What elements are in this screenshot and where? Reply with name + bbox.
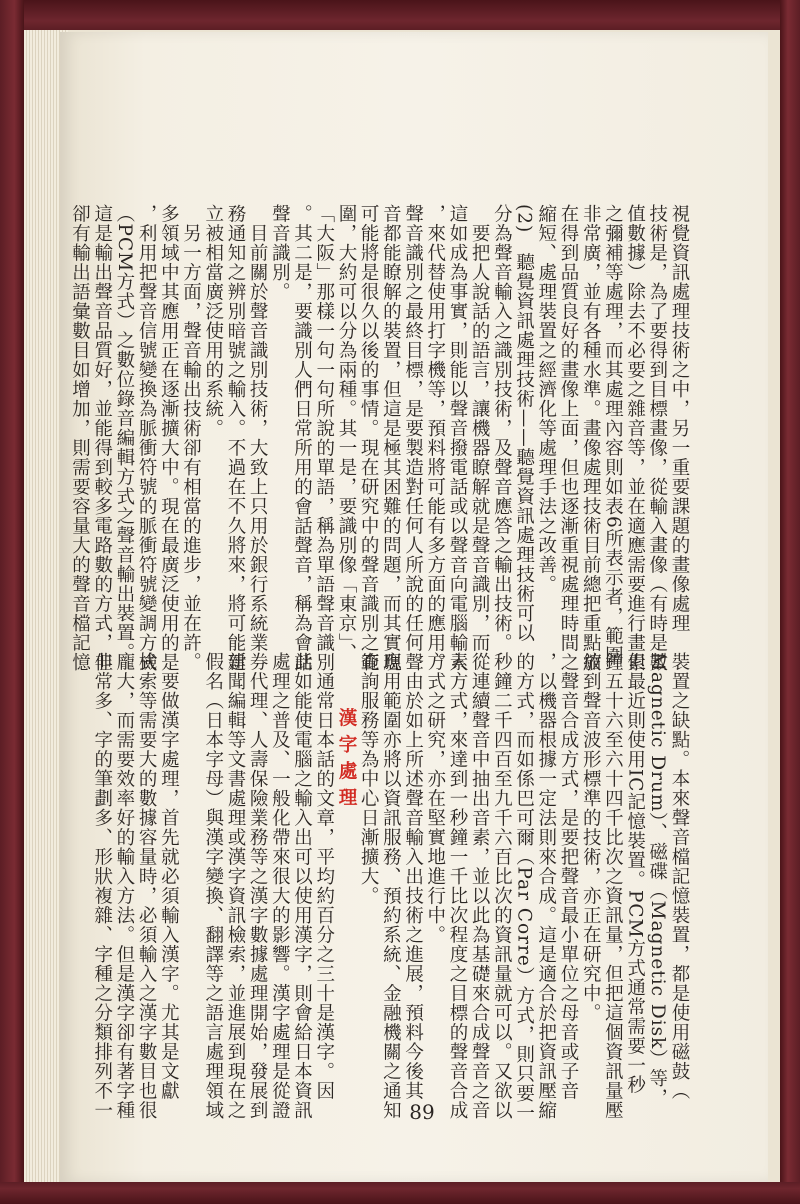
text-column: 可能將是很久以後的事情。現在研究中的聲音識別之範: [358, 204, 380, 672]
text-column: 非常廣，並有各種水準。畫像處理技術目前總把重點放: [580, 204, 602, 672]
text-column: 查詢服務等為中心日漸擴大。: [358, 652, 380, 906]
text-column: 檢索等需要大的數據容量時，必須輸入之漢字數目也很: [136, 652, 158, 1120]
text-column: 鐘五十六至六十四千比次之資訊量，但把這個資訊量壓: [602, 652, 624, 1120]
book-cover-left: [0, 0, 24, 1204]
text-column: ，來代替使用打字機等，預料將可能有多方面的應用。: [424, 204, 446, 672]
text-column: 聲音識別之最終目標，是要製造對任何人所說的任何聲: [402, 204, 424, 672]
text-column: 秒鐘二千四百至九千六百比次的資訊量就可以。又欲以: [491, 652, 513, 1120]
text-column: 之彌補等處理，而其處理內容則如表6所表示者，範圍: [602, 204, 624, 666]
book-cover-bottom: [0, 1182, 800, 1204]
text-column: 聲音合成方式，是要把聲音最小單位之母音或子音: [557, 652, 579, 1101]
book-cover-top: [0, 0, 800, 30]
text-column: 從連續聲音中抽出音素，並以此為基礎來合成聲音之音: [469, 652, 491, 1120]
text-column: (2) 聽覺資訊處理技術——聽覺資訊處理技術可以: [513, 204, 535, 643]
text-column: 聲音識別。: [269, 204, 291, 302]
text-column: 這如成為事實，則能以聲音撥電話或以聲音向電腦輸入: [446, 204, 468, 672]
text-column: 圍，大約可以分為兩種。其一是，要識別像「東京」、: [335, 204, 357, 663]
text-column: 的方式，而如係巴可爾（Par Corre）方式，則只要一: [513, 652, 535, 1123]
text-column: 這是輸出聲音品質好，並能得到較多電路數的方式，但: [91, 204, 113, 672]
text-column: 通常日本話的文章，平均約百分之三十是漢字。因: [313, 652, 335, 1101]
text-column: 處理之普及、一般化帶來很大的影響。漢字處理是從證: [269, 652, 291, 1120]
text-column: ，以機器根據一定法則來合成。這是適合於把資訊壓縮: [535, 652, 557, 1120]
text-column: 值數據）除去不必要之雜音等，並在適應需要進行畫素: [624, 204, 646, 672]
text-column: 卻有輸出語彙數目如增加，則需要容量大的聲音檔記憶: [69, 204, 91, 672]
text-column: 由於如上所述聲音輸入出技術之進展，預料今後其: [402, 652, 424, 1101]
text-column: 要把人說話的語言，讓機器瞭解就是聲音識別，而: [469, 204, 491, 653]
text-column: 多領域中其應用正在逐漸擴大中。現在最廣泛使用的是: [158, 204, 180, 672]
text-column: 方式之研究，亦在堅實地進行中。: [424, 652, 446, 945]
text-column: 立被相當廣泛使用的系統。: [202, 204, 224, 438]
text-column: Magnetic Drum）、磁碟（Magnetic Disk）等，: [646, 652, 668, 1108]
section-heading: 漢字處理: [335, 708, 357, 814]
text-column: 券代理、人壽保險業務等之漢字數據處理開始，發展到: [247, 652, 269, 1120]
text-column: 龐大，而需要效率好的輸入方法。但是漢字卻有著字種: [113, 652, 135, 1120]
text-column: 在得到品質良好的畫像上面，但也逐漸重視處理時間之: [557, 204, 579, 672]
top-text-block: [69, 204, 690, 672]
text-column: 縮短、處理裝置之經濟化等處理手法之改善。: [535, 204, 557, 594]
text-column: 新聞編輯等文書處理或漢字資訊檢索，並進展到現在之: [224, 652, 246, 1120]
text-column: 務通知之辨別暗號之輸入。不過在不久將來，將可能建: [224, 204, 246, 672]
text-column: 裝置之缺點。本來聲音檔記憶裝置，都是使用磁鼓（: [669, 652, 690, 1101]
text-column: 此如能使電腦之輸入出可以使用漢字，則會給日本資訊: [291, 652, 313, 1120]
text-column: 另一方面，聲音輸出技術卻有相當的進步，並在許: [180, 204, 202, 653]
text-column: 應用範圍亦將以資訊服務、預約系統、金融機關之通知: [380, 652, 402, 1120]
text-column: 縮到聲音波形標準的技術，亦正在研究中。: [580, 652, 602, 1023]
text-column: 。其二是，要識別人們日常所用的會話聲音，稱為會話: [291, 204, 313, 672]
text-column: （PCM方式）之數位錄音編輯方式之聲音輸出裝置。: [113, 204, 135, 663]
text-column: 「大阪」那樣一句一句所說的單語，稱為單語聲音識別: [313, 204, 335, 672]
page-number: 89: [409, 1100, 435, 1124]
text-column: 目前關於聲音識別技術，大致上只用於銀行系統業: [247, 204, 269, 653]
text-column: ，利用把聲音信號變換為脈衝符號的脈衝符號變調方式: [136, 204, 158, 672]
text-column: 假名（日本字母）與漢字變換、翻譯等之語言處理領域: [202, 652, 224, 1120]
text-column: 視覺資訊處理技術之中，另一重要課題的畫像處理: [669, 204, 690, 633]
text-column: 要做漢字處理，首先就必須輸入漢字。尤其是文獻: [158, 652, 180, 1101]
text-column: 但最近則使用IC記憶裝置。PCM方式通常需要一秒: [624, 652, 646, 1095]
text-column: 素方式，來達到一秒鐘一千比次程度之目標的聲音合成: [446, 652, 468, 1120]
text-column: 非常多、字的筆劃多、形狀複雜、字種之分類排列不一: [91, 652, 113, 1120]
text-column: 。: [180, 652, 202, 672]
book-cover-right: [780, 0, 800, 1204]
text-column: 音都能瞭解的裝置，但這是極其困難的問題，而其實現: [380, 204, 402, 672]
text-column: 分為聲音輸入之識別技術，及聲音應答之輸出技術。: [491, 204, 513, 653]
text-column: 技術是，為了要得到目標畫像，從輸入畫像（有時是數: [646, 204, 668, 672]
